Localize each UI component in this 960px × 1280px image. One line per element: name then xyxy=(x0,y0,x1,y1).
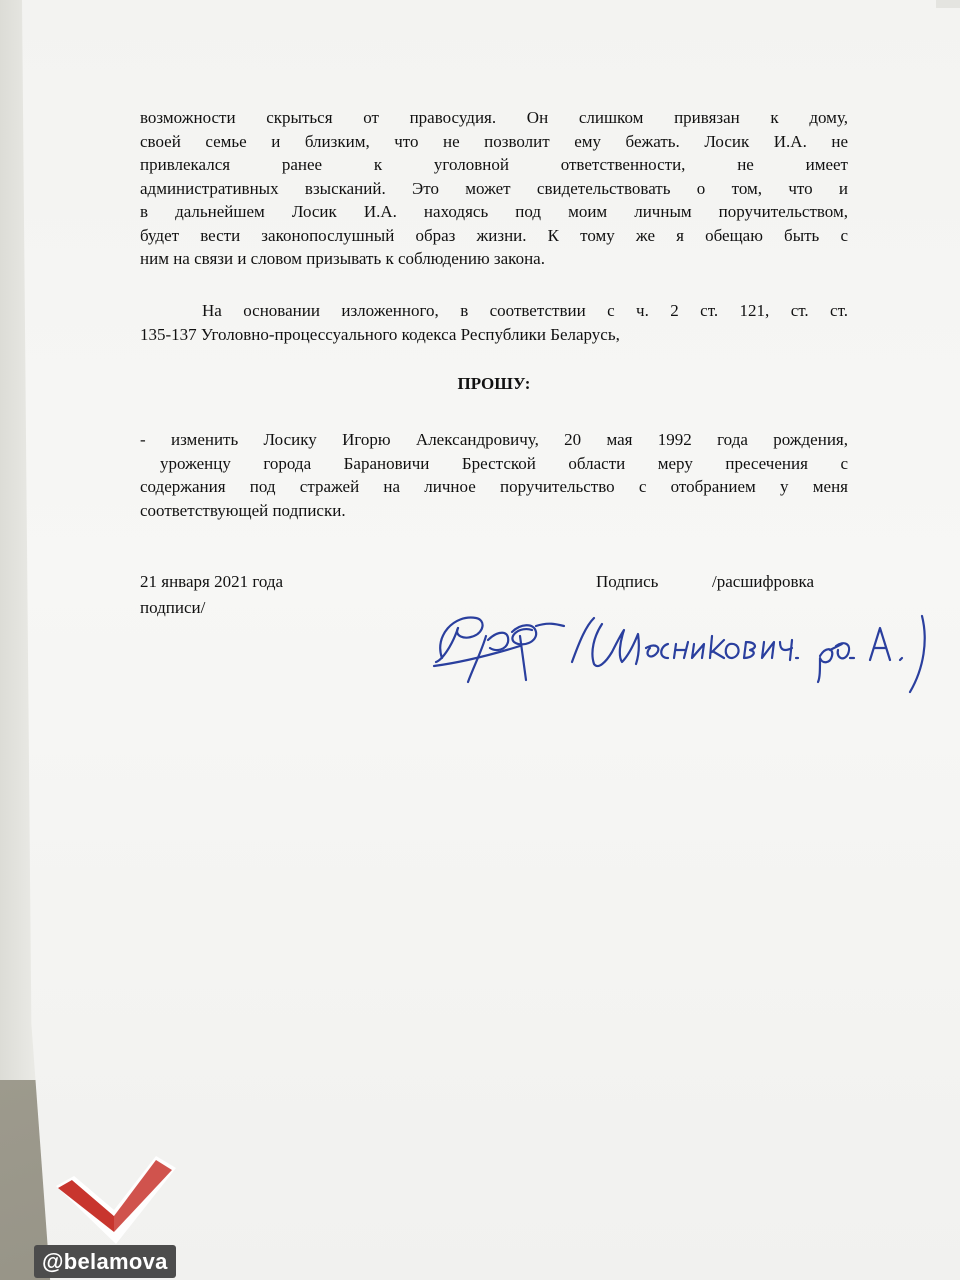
request-heading: ПРОШУ: xyxy=(457,374,531,393)
text-line: содержания под стражей на личное поручительство с отобранием у меня xyxy=(140,477,848,496)
text-line: уроженцу города Барановичи Брестской области меру пресечения с xyxy=(160,453,848,473)
text-line: привлекался ранее к уголовной ответственности, не имеет xyxy=(140,155,848,174)
text-line: в дальнейшем Лосик И.А. находясь под моим личным поручительством, xyxy=(140,202,848,221)
handwritten-signature xyxy=(424,596,960,706)
text-line: 135-137 Уголовно-процессуального кодекса Республики Беларусь, xyxy=(140,324,620,344)
paragraph-legal-basis xyxy=(140,299,848,346)
text-line: ним на связи и словом призывать к соблюдению закона. xyxy=(140,249,545,268)
signature-decoding-label: /расшифровка xyxy=(712,572,815,591)
text-line: - изменить Лосику Игорю Александровичу, 20 мая 1992 года рождения, xyxy=(140,430,848,449)
text-line: соответствующей подписки. xyxy=(140,500,346,520)
text-line: административных взысканий. Это может свидетельствовать о том, что и xyxy=(140,178,848,198)
belamova-logo-icon xyxy=(52,1148,180,1248)
text-line: своей семье и близким, что не позволит ему бежать. Лосик И.А. не xyxy=(140,131,848,151)
signature-label: Подпись xyxy=(596,572,659,591)
page-corner xyxy=(936,0,960,8)
text-line: будет вести законопослушный образ жизни. К тому же я обещаю быть с xyxy=(140,225,848,245)
paragraph-request xyxy=(140,428,848,522)
text-line: На основании изложенного, в соответствии с ч. 2 ст. 121, ст. ст. xyxy=(202,301,848,320)
watermark-handle-badge: @belamova xyxy=(34,1245,176,1278)
signature-decoding-label-continued: подписи/ xyxy=(140,598,206,617)
paragraph-justification xyxy=(140,106,848,271)
text-line: возможности скрыться от правосудия. Он слишком привязан к дому, xyxy=(140,108,848,127)
document-date: 21 января 2021 года xyxy=(140,572,284,591)
